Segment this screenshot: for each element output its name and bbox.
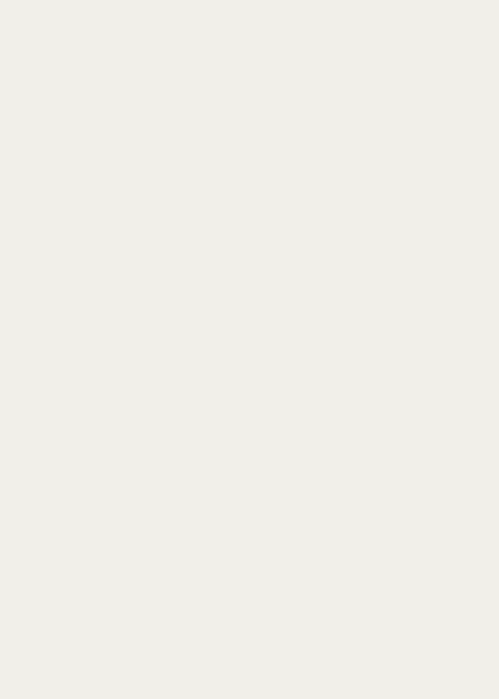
table-of-contents <box>21 54 467 66</box>
